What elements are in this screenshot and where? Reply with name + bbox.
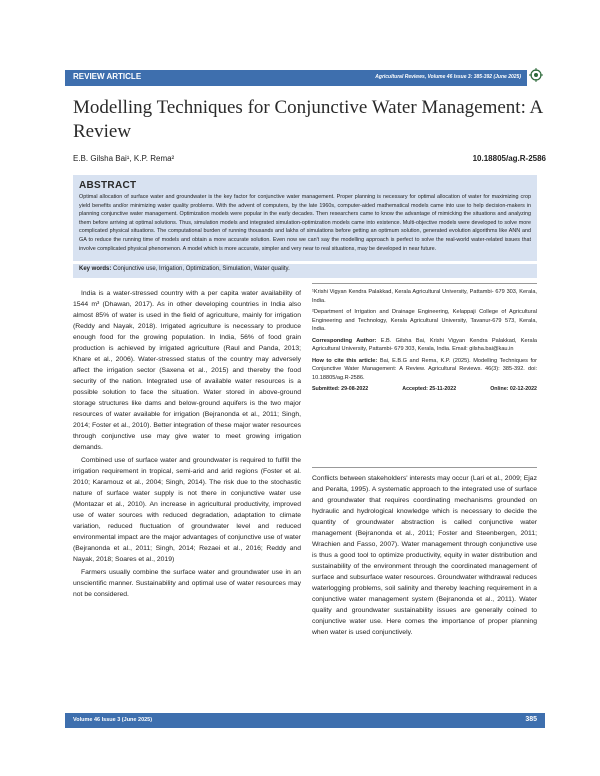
keywords-text: Conjunctive use, Irrigation, Optimization, Simulation, Water quality. <box>113 266 290 272</box>
affiliations-block <box>312 288 537 394</box>
corresponding-author-label: Corresponding Author: <box>312 337 377 344</box>
keywords-panel <box>73 264 537 278</box>
body-paragraph: India is a water-stressed country with a per capita water availability of 1544 m³ (Dhawan, 2017). As in other developing countries in India also almost 85% of water is used in the field of agriculture, mainly for irrigation (Reddy and Nayak, 2018). Irrigated agriculture is necessary to produce enough food for the growing population. In India, 56% of food grain production is achieved by irrigated agriculture (Raul and Panda, 2013; Khare et al., 2006). Water-stressed status of the country may adversely affect the irrigation sector (Saxena et al., 2015) and thereby the food security of the nation. Integrated use of available water resources is a possible solution to face the situation. Water stored in above-ground storage structures like dams and below-ground aquifers is the two major resources of water available for irrigation (Bejranonda et al., 2011; Singh, 2014; Foster et al., 2010). Better integration of these major water resources through conjunctive use may give water to meet growing irrigation demands. <box>73 290 301 451</box>
abstract-heading: ABSTRACT <box>79 180 137 191</box>
keywords-label: Key words: <box>79 266 112 272</box>
abstract-panel <box>73 175 537 261</box>
citation <box>312 357 537 383</box>
corresponding-author-text: E.B. Gilsha Bai, Krishi Vigyan Kendra Palakkad, Kerala Agricultural University, Pattambi- 679 303, Kerala, India. Email: gilsha.bai@kau.in <box>312 337 537 352</box>
article-title: Modelling Techniques for Conjunctive Water Management: A Review <box>73 97 543 142</box>
article-type-label: REVIEW ARTICLE <box>73 72 142 81</box>
journal-logo-icon <box>529 68 543 82</box>
affiliation-divider <box>312 283 537 284</box>
journal-header-bar <box>65 70 527 86</box>
online-date: Online: 02-12-2022 <box>490 386 537 392</box>
affiliation-divider-bottom <box>312 467 537 468</box>
author-list: E.B. Gilsha Bai¹, K.P. Rema² <box>73 154 175 163</box>
abstract-text: Optimal allocation of surface water and groundwater is the key factor for conjunctive water management. Proper planning is necessary for optimal allocation of water for maximizing crop yield benefits and/or minimizing water quality problems. With the advent of computers, by the late 1960s, computer-aided mathematical models came into use to help decision-makers in planning conjunctive water management. Optimization models were popular in the early decades. Then researchers came to know the advantage of mimicking the situations and analyzing them before arriving at optimal solutions. Thus, simulation models and integrated simulation-optimization models came into existence. Multi-objective models were developed to solve more complicated physical situations. The computational burden of running thousands and lakhs of simulations before getting an optimum solution, generated evolution algorithms like ANN and GA to reduce the running time of models and obtain a more accurate solution. Even now we can't say the modelling approach is perfect to solve the real-world water-related issues that involve complicated physical phenomenon. A model which is more accurate, simpler and very near to real situations, may be developed in near future. <box>79 194 531 252</box>
citation-label: How to cite this article: <box>312 357 378 364</box>
body-paragraph: Combined use of surface water and groundwater is required to fulfill the irrigation requirement in tropical, semi-arid and arid regions (Foster et al. 2010; Karamouz et al., 2004; Singh, 2014). The risk due to the stochastic nature of surface water supply is not there in conjunctive water use (Montazar et al., 2010). An increase in agricultural productivity, improved use of water sources with reduced degradation, adaptation to climate variation, reduced fluctuation of groundwater level and reduced environmental impact are the major advantages of conjunctive use of water (Bejranonda et al., 2011; Singh, 2014; Rezaei et al., 2016; Reddy and Nayak, 2018; Soares et al., 2019) <box>73 457 301 563</box>
body-column-left <box>73 288 301 602</box>
page-number: 385 <box>525 716 537 723</box>
footer-issue-label: Volume 46 Issue 3 (June 2025) <box>73 717 153 723</box>
citation-text: Bai, E.B.G and Rema, K.P. (2025). Modelling Techniques for Conjunctive Water Management: A Review. Agricultural Reviews. 46(3): 385-392. doi: 10.18805/ag.R-2586. <box>312 357 537 381</box>
journal-citation-label: Agricultural Reviews, Volume 46 Issue 3: 385-392 (June 2025) <box>375 74 521 80</box>
body-paragraph: Farmers usually combine the surface water and groundwater use in an unscientific manner. Sustainability and optimal use of water resources may not be considered. <box>73 569 301 598</box>
affiliation-1: ¹Krishi Vigyan Kendra Palakkad, Kerala Agricultural University, Pattambi- 679 303, Kerala, India. <box>312 289 537 304</box>
body-column-right <box>312 473 537 640</box>
article-dates <box>312 385 537 394</box>
doi-label: 10.18805/ag.R-2586 <box>472 154 546 163</box>
submitted-date: Submitted: 29-08-2022 <box>312 386 369 392</box>
affiliation-2: ²Department of Irrigation and Drainage Engineering, Kelappaji College of Agricultural Engineering and Technology, Kerala Agricultural University, Tavanur-679 573, Kerala, India. <box>312 309 537 332</box>
page-footer-bar <box>65 713 545 728</box>
corresponding-author <box>312 337 537 354</box>
body-paragraph: Conflicts between stakeholders' interests may occur (Lari et al., 2009; Ejaz and Peralta, 1995). A systematic approach to the integrated use of surface and groundwater that requires coordinating mechanisms grounded on hydraulic and hydrological knowledge which is necessary to decide the quantity of groundwater abstraction is called conjunctive water management (Bejranonda et al., 2011; Foster and Steenbergen, 2011; Wrachien and Fasso, 2007). Water management through conjunctive use is thus a good tool to optimize productivity, equity in water distribution and sustainability of the environment through the coordinated management of surface and subsurface water resources. Groundwater withdrawal reduces waterlogging problems, soil salinity and thereby leaching requirement in a conjunctive water management system (Bejranonda et al., 2011). Water quality and groundwater sustainability issues are generally coined to conjunctive water use. Here comes the importance of proper planning when water is used conjunctively. <box>312 475 537 636</box>
accepted-date: Accepted: 25-11-2022 <box>402 386 457 392</box>
